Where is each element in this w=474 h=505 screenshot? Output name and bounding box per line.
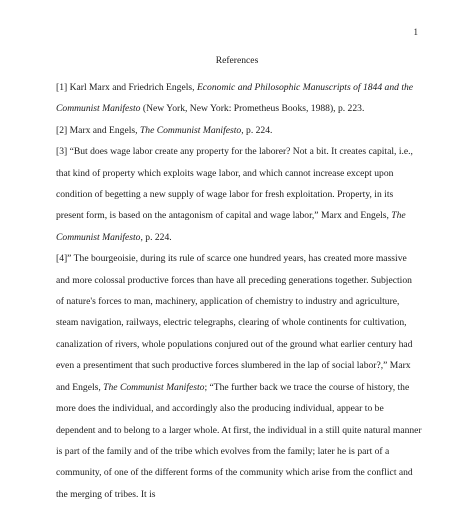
references-heading: References <box>215 55 259 66</box>
reference-entry-1 <box>56 77 422 120</box>
reference-text: , p. 224. <box>241 124 273 136</box>
reference-text: [4]” The bourgeoisie, during its rule of scarce one hundred years, has created more massive and more colossal productive forces than have all preceding generations together. Subjection of nature's forces to man, machinery, application of chemistry to industry and agriculture, steam navigation, railways, electric telegraphs, clearing of whole continents for cultivation, canalization of rivers, whole populations conjured out of the ground what earlier century had even a presentiment that such productive forces slumbered in the lap of social labor?,” Marx and Engels, <box>56 253 413 393</box>
reference-title: The Communist Manifesto <box>139 124 242 136</box>
reference-text: (New York, New York: Prometheus Books, 1988), p. 223. <box>140 103 365 115</box>
reference-entry-3 <box>56 141 422 248</box>
reference-text: , p. 224. <box>140 231 172 243</box>
reference-entry-4 <box>56 248 422 505</box>
references-list <box>56 77 422 505</box>
reference-text: [1] Karl Marx and Friedrich Engels, <box>56 82 197 93</box>
reference-title: The Communist Manifesto <box>103 381 205 393</box>
reference-title: Economic and Philosophic Manuscripts of 1844 and the Communist Manifesto <box>56 82 414 115</box>
reference-text: [3] “But does wage labor create any property for the laborer? Not a bit. It creates capital, i.e., that kind of property which exploits wage labor, and which cannot increase except upon condition of begetting a new supply of wage labor for fresh exploitation. Property, in its present form, is based on the antagonism of capital and wage labor,” Marx and Engels, <box>56 146 413 222</box>
page-number: 1 <box>413 27 418 37</box>
reference-title: The Communist Manifesto <box>56 210 406 243</box>
reference-text: ; “The further back we trace the course of history, the more does the individual, and accordingly also the producing individual, appear to be dependent and to belong to a larger whole. At first, the individual in a still quite natural manner is part of the family and of the tribe which evolves from the family; later he is part of a community, of one of the different forms of the community which arise from the conflict and the merging of tribes. It is <box>56 381 422 500</box>
reference-entry-2 <box>56 120 422 141</box>
reference-text: [2] Marx and Engels, <box>56 124 140 136</box>
